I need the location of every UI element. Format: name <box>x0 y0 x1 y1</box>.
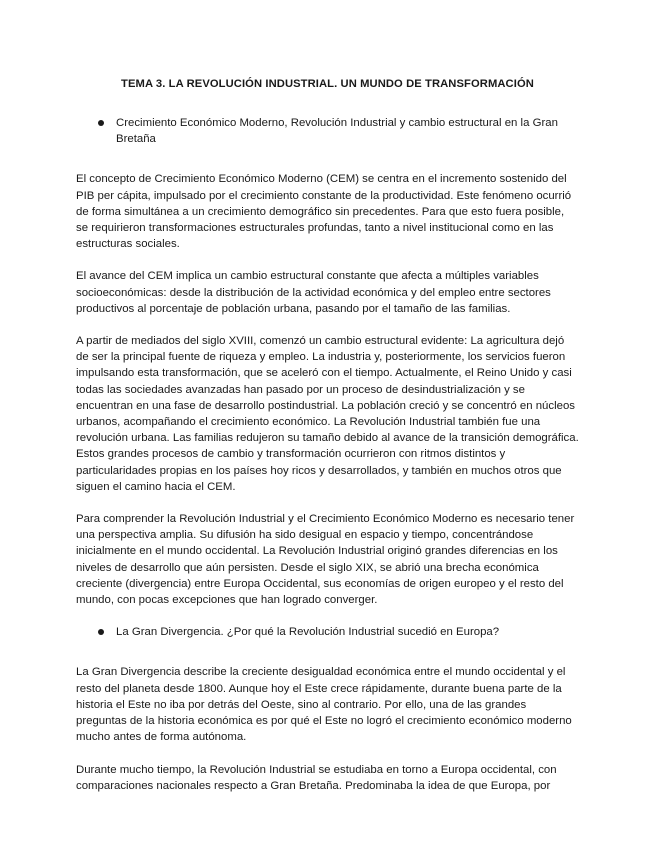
paragraph: Para comprender la Revolución Industrial y el Crecimiento Económico Moderno es necesario tener una perspectiva amplia. Su difusión ha sido desigual en espacio y tiempo, concentrándose inicialmente en el mundo occidental. La Revolución Industrial originó grandes diferencias en los niveles de desarrollo que aún persisten. Desde el siglo XIX, se abrió una brecha económica creciente (divergencia) entre Europa Occidental, sus economías de origen europeo y el resto del mundo, con pocas excepciones que han logrado converger. <box>76 513 575 607</box>
paragraph: Estos grandes procesos de cambio y transformación ocurrieron con ritmos distintos y particularidades propias en los países hoy ricos y desarrollados, y también en muchos otros que siguen el camino hacia el CEM. <box>76 448 562 493</box>
document-title: TEMA 3. LA REVOLUCIÓN INDUSTRIAL. UN MUNDO DE TRANSFORMACIÓN <box>121 78 534 90</box>
paragraph: La Gran Divergencia describe la creciente desigualdad económica entre el mundo occidental y el resto del planeta desde 1800. Aunque hoy el Este crece rápidamente, durante buena parte de la historia el Este no iba por detrás del Oeste, sino al contrario. Por ello, una de las grandes preguntas de la historia económica es por qué el Este no logró el crecimiento económico moderno mucho antes de forma autónoma. <box>76 666 572 744</box>
paragraph: A partir de mediados del siglo XVIII, comenzó un cambio estructural evidente: La agricultura dejó de ser la principal fuente de riqueza y empleo. La industria y, posteriormente, los servicios fueron impulsando esta transformación, que se aceleró con el tiempo. Actualmente, el Reino Unido y casi todas las sociedades avanzadas han pasado por un proceso de desindustrialización y se encuentran en una fase de desarrollo postindustrial. La población creció y se concentró en núcleos urbanos, acompañando el crecimiento económico. La Revolución Industrial también fue una revolución urbana. Las familias redujeron su tamaño debido al avance de la transición demográfica. <box>76 335 579 445</box>
paragraph: Durante mucho tiempo, la Revolución Industrial se estudiaba en torno a Europa occidental, con comparaciones nacionales respecto a Gran Bretaña. Predominaba la idea de que Europa, por <box>76 763 557 792</box>
section-heading-2: La Gran Divergencia. ¿Por qué la Revolución Industrial sucedió en Europa? <box>76 624 579 640</box>
section-heading-1: Crecimiento Económico Moderno, Revolución Industrial y cambio estructural en la Gran Bretaña <box>76 115 579 147</box>
paragraph: El avance del CEM implica un cambio estructural constante que afecta a múltiples variables socioeconómicas: desde la distribución de la actividad económica y del empleo entre sectores productivos al porcentaje de población urbana, pasando por el tamaño de las familias. <box>76 270 551 315</box>
paragraph: El concepto de Crecimiento Económico Moderno (CEM) se centra en el incremento sostenido del PIB per cápita, impulsado por el crecimiento constante de la productividad. Este fenómeno ocurrió de forma simultánea a un crecimiento demográfico sin precedentes. Para que esto fuera posible, se requirieron transformaciones estructurales profundas, tanto a nivel institucional como en las estructuras sociales. <box>76 173 572 251</box>
